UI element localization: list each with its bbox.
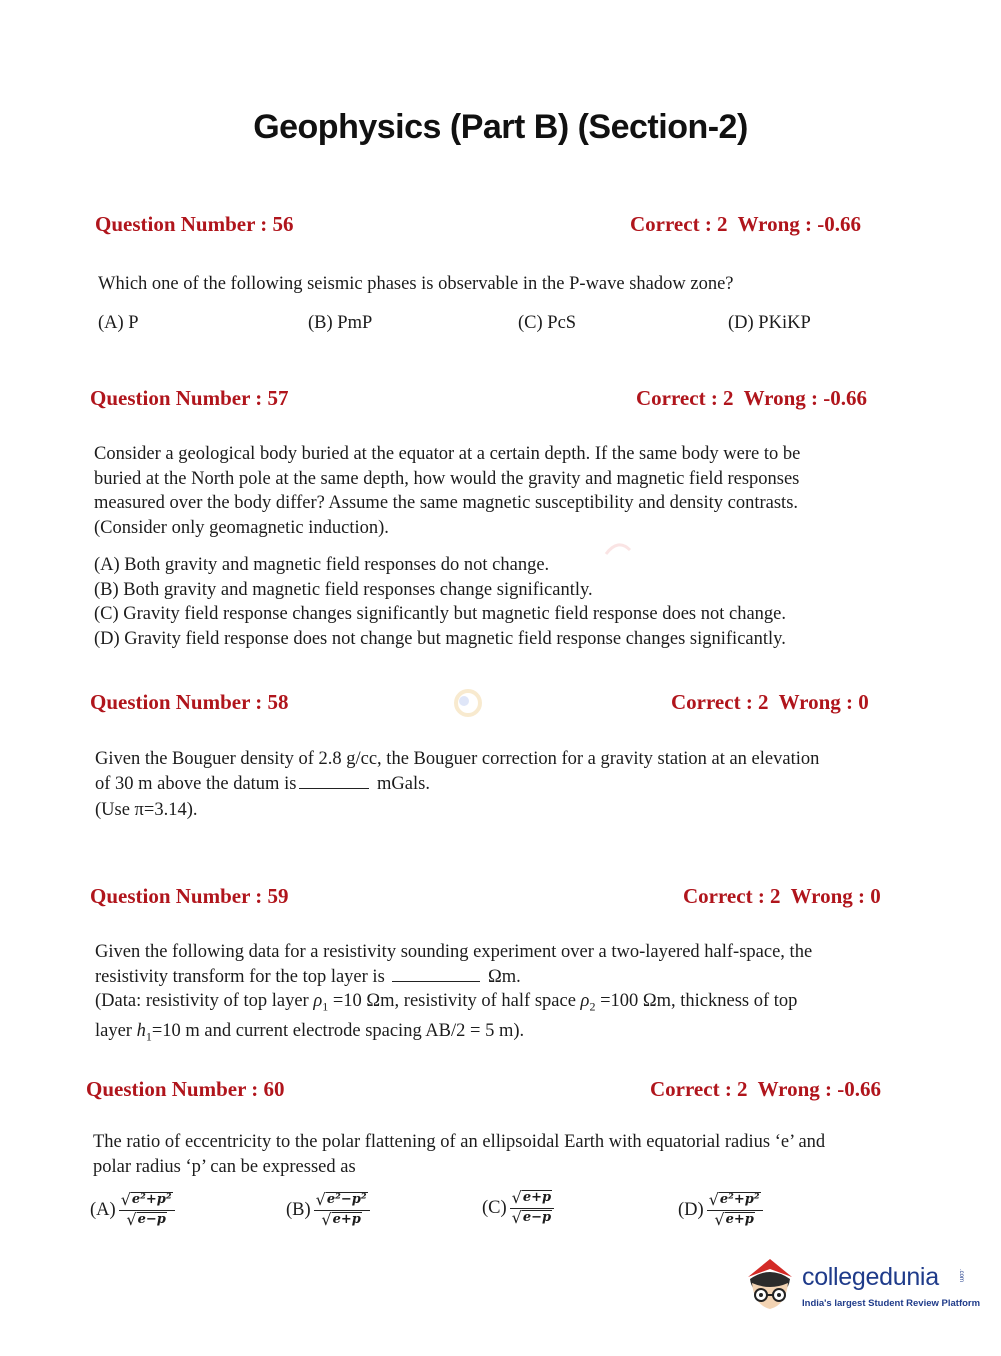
text-line bbox=[95, 1019, 925, 1049]
numerator: e²+p² bbox=[131, 1192, 172, 1207]
option-c: (C) PcS bbox=[518, 313, 577, 333]
watermark-icon bbox=[600, 534, 636, 564]
text-line: measured over the body differ? Assume the same magnetic susceptibility and density contrasts. bbox=[94, 493, 799, 513]
h1-subscript: 1 bbox=[145, 1029, 152, 1044]
option-label: (B) bbox=[286, 1200, 311, 1220]
text-segment: (Data: resistivity of top layer bbox=[95, 991, 314, 1011]
option-a bbox=[90, 1192, 175, 1229]
wrong-marks: Wrong : -0.66 bbox=[743, 386, 868, 410]
question-57-marks bbox=[636, 386, 867, 411]
option-label: (C) bbox=[482, 1198, 507, 1218]
sqrt-icon: √ bbox=[708, 1190, 719, 1209]
rho2-subscript: 2 bbox=[589, 999, 596, 1014]
question-57-options bbox=[94, 553, 924, 651]
text-segment: =10 Ωm, resistivity of half space bbox=[328, 991, 581, 1011]
question-60-text bbox=[93, 1130, 923, 1179]
text-line: Given the following data for a resistivity sounding experiment over a two-layered half-space, the bbox=[95, 942, 813, 962]
watermark-icon bbox=[448, 683, 488, 723]
text-line: Consider a geological body buried at the equator at a certain depth. If the same body were to be bbox=[94, 444, 801, 464]
question-56-text: Which one of the following seismic phases is observable in the P-wave shadow zone? bbox=[98, 274, 734, 294]
text-line: The ratio of eccentricity to the polar flattening of an ellipsoidal Earth with equatorial radius ‘e’ and bbox=[93, 1132, 826, 1152]
brand-name: collegedunia bbox=[802, 1263, 939, 1291]
text-segment: of 30 m above the datum is bbox=[95, 773, 297, 794]
question-59-marks bbox=[683, 884, 881, 909]
wrong-marks: Wrong : 0 bbox=[790, 884, 881, 908]
brand-tagline: India's largest Student Review Platform bbox=[802, 1298, 981, 1309]
sqrt-icon: √ bbox=[120, 1190, 131, 1209]
text-segment: =10 m and current electrode spacing AB/2 = 5 m). bbox=[151, 1021, 525, 1042]
option-c: (C) Gravity field response changes significantly but magnetic field response does not change. bbox=[94, 604, 787, 624]
question-58-marks bbox=[671, 690, 869, 715]
option-label: (D) bbox=[678, 1200, 704, 1220]
answer-blank bbox=[392, 965, 480, 982]
text-segment: layer bbox=[95, 1021, 137, 1042]
sqrt-icon: √ bbox=[511, 1188, 522, 1207]
brand-suffix: .com bbox=[958, 1269, 964, 1283]
wrong-marks: Wrong : -0.66 bbox=[737, 212, 862, 236]
question-56-marks bbox=[630, 212, 861, 237]
option-d: (D) PKiKP bbox=[728, 313, 811, 333]
option-b bbox=[286, 1192, 370, 1229]
option-d bbox=[678, 1192, 763, 1229]
option-b: (B) PmP bbox=[308, 313, 373, 333]
text-segment: =100 Ωm, thickness of top bbox=[595, 991, 798, 1011]
question-59-text bbox=[95, 940, 925, 1049]
correct-marks: Correct : 2 bbox=[630, 212, 728, 236]
question-60-marks bbox=[650, 1077, 881, 1102]
h1-symbol: h bbox=[136, 1021, 146, 1042]
sqrt-icon: √ bbox=[126, 1210, 137, 1229]
wrong-marks: Wrong : -0.66 bbox=[757, 1077, 882, 1101]
mascot-icon bbox=[740, 1255, 800, 1317]
sqrt-icon: √ bbox=[321, 1210, 332, 1229]
collegedunia-logo bbox=[740, 1255, 981, 1325]
question-58-text bbox=[95, 747, 925, 823]
text-segment: resistivity transform for the top layer is bbox=[95, 966, 385, 987]
numerator: e²−p² bbox=[326, 1192, 367, 1207]
fraction bbox=[707, 1192, 763, 1229]
option-b: (B) Both gravity and magnetic field responses change significantly. bbox=[94, 579, 593, 600]
text-line bbox=[95, 989, 925, 1019]
rho1-subscript: 1 bbox=[322, 999, 329, 1014]
rho1-symbol: ρ bbox=[313, 991, 323, 1011]
sqrt-icon: √ bbox=[511, 1208, 522, 1227]
question-58-heading: Question Number : 58 bbox=[90, 690, 289, 714]
fraction bbox=[314, 1192, 370, 1229]
text-line: Given the Bouguer density of 2.8 g/cc, the Bouguer correction for a gravity station at an elevation bbox=[95, 749, 820, 769]
text-line: (Consider only geomagnetic induction). bbox=[94, 517, 389, 538]
question-59-heading: Question Number : 59 bbox=[90, 884, 289, 908]
option-d: (D) Gravity field response does not change but magnetic field response changes significantly. bbox=[94, 628, 786, 649]
page-title: Geophysics (Part B) (Section-2) bbox=[253, 108, 748, 146]
option-a: (A) Both gravity and magnetic field responses do not change. bbox=[94, 555, 550, 575]
unit-label: Ωm. bbox=[488, 966, 521, 987]
question-57-text bbox=[94, 442, 924, 540]
denominator: e+p bbox=[332, 1212, 361, 1227]
question-56-heading: Question Number : 56 bbox=[95, 212, 294, 236]
text-line: (Use π=3.14). bbox=[95, 800, 198, 820]
option-label: (A) bbox=[90, 1200, 116, 1220]
option-c bbox=[482, 1190, 554, 1227]
denominator: e+p bbox=[725, 1212, 754, 1227]
answer-blank bbox=[299, 772, 369, 789]
question-60-heading: Question Number : 60 bbox=[86, 1077, 285, 1101]
denominator: e−p bbox=[137, 1212, 166, 1227]
question-57-heading: Question Number : 57 bbox=[90, 386, 289, 410]
sqrt-icon: √ bbox=[714, 1210, 725, 1229]
correct-marks: Correct : 2 bbox=[671, 690, 769, 714]
correct-marks: Correct : 2 bbox=[636, 386, 734, 410]
text-line: buried at the North pole at the same depth, how would the gravity and magnetic field responses bbox=[94, 468, 800, 489]
rho2-symbol: ρ bbox=[580, 991, 590, 1011]
text-line bbox=[95, 772, 925, 797]
fraction bbox=[119, 1192, 175, 1229]
text-line: polar radius ‘p’ can be expressed as bbox=[93, 1156, 356, 1177]
option-a: (A) P bbox=[98, 313, 139, 333]
text-line bbox=[95, 965, 925, 990]
denominator: e−p bbox=[522, 1210, 552, 1225]
sqrt-icon: √ bbox=[315, 1190, 326, 1209]
wrong-marks: Wrong : 0 bbox=[778, 690, 869, 714]
unit-label: mGals. bbox=[377, 773, 430, 794]
fraction bbox=[510, 1190, 554, 1227]
numerator: e+p bbox=[522, 1190, 552, 1205]
correct-marks: Correct : 2 bbox=[650, 1077, 748, 1101]
correct-marks: Correct : 2 bbox=[683, 884, 781, 908]
numerator: e²+p² bbox=[719, 1192, 760, 1207]
